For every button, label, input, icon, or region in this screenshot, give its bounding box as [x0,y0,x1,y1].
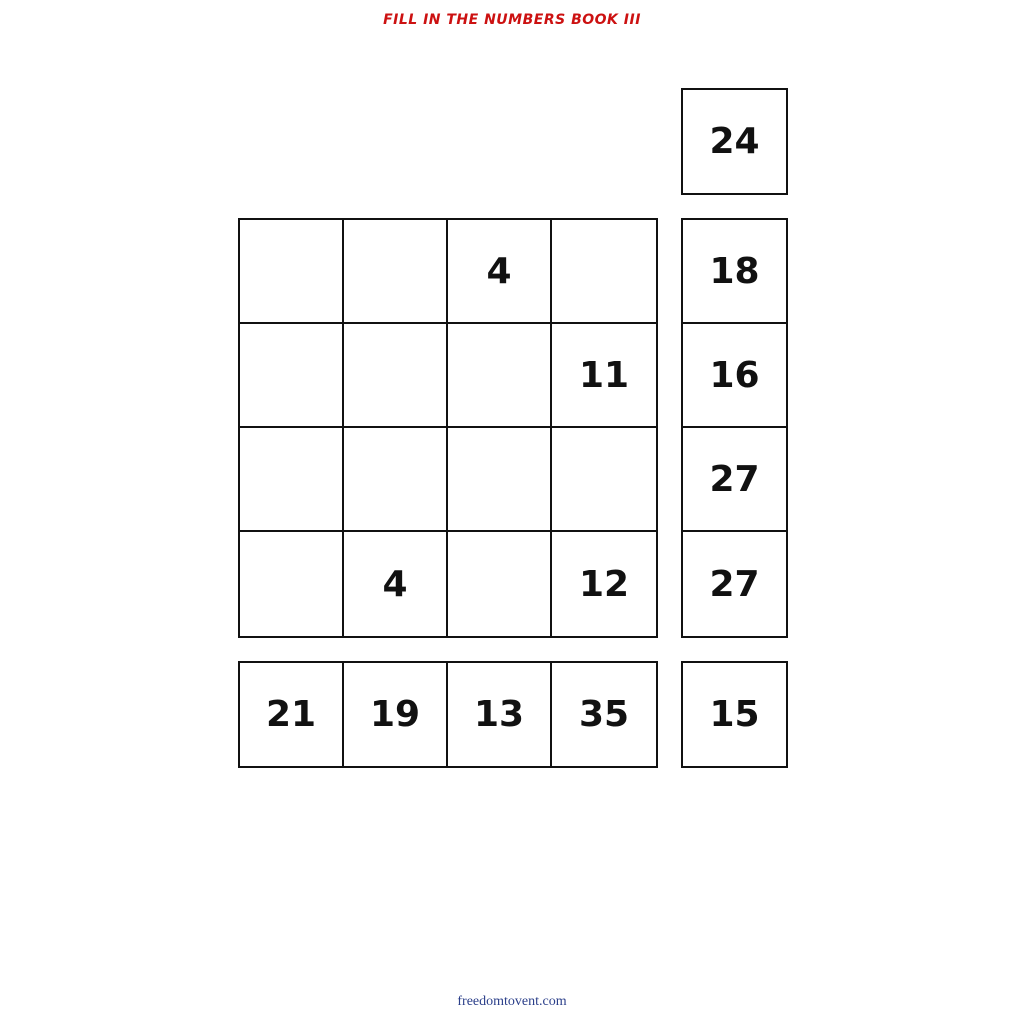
grid-cell-r2-c1[interactable] [240,324,344,428]
column-sum-3: 13 [448,663,552,766]
grid-cell-r3-c4[interactable] [552,428,656,532]
diagonal-sum-top: 24 [681,88,788,195]
grid-cell-r4-c3[interactable] [448,532,552,636]
grid-cell-r3-c2[interactable] [344,428,448,532]
grid-cell-r4-c2: 4 [344,532,448,636]
row-sums-column [681,218,788,638]
grid-cell-r2-c3[interactable] [448,324,552,428]
grid-cell-r1-c1[interactable] [240,220,344,324]
row-sum-1: 18 [683,220,786,324]
puzzle-grid [238,218,658,638]
grid-cell-r3-c1[interactable] [240,428,344,532]
grid-cell-r1-c2[interactable] [344,220,448,324]
grid-cell-r4-c1[interactable] [240,532,344,636]
row-sum-3: 27 [683,428,786,532]
grid-cell-r1-c4[interactable] [552,220,656,324]
grid-cell-r4-c4: 12 [578,563,630,605]
grid-cell-r1-c3: 4 [448,220,552,324]
column-sum-1: 21 [240,663,344,766]
grid-cell-r2-c4: 11 [552,324,656,428]
diagonal-sum-bottom: 15 [681,661,788,768]
row-sum-4: 27 [709,563,760,605]
column-sum-4: 35 [578,694,630,735]
grid-cell-r2-c2[interactable] [344,324,448,428]
column-sum-2: 19 [344,663,448,766]
grid-cell-r3-c3[interactable] [448,428,552,532]
footer-website: freedomtovent.com [457,994,567,1009]
column-sums-row [238,661,658,768]
row-sum-2: 16 [683,324,786,428]
page-title: FILL IN THE NUMBERS BOOK III [383,12,641,28]
